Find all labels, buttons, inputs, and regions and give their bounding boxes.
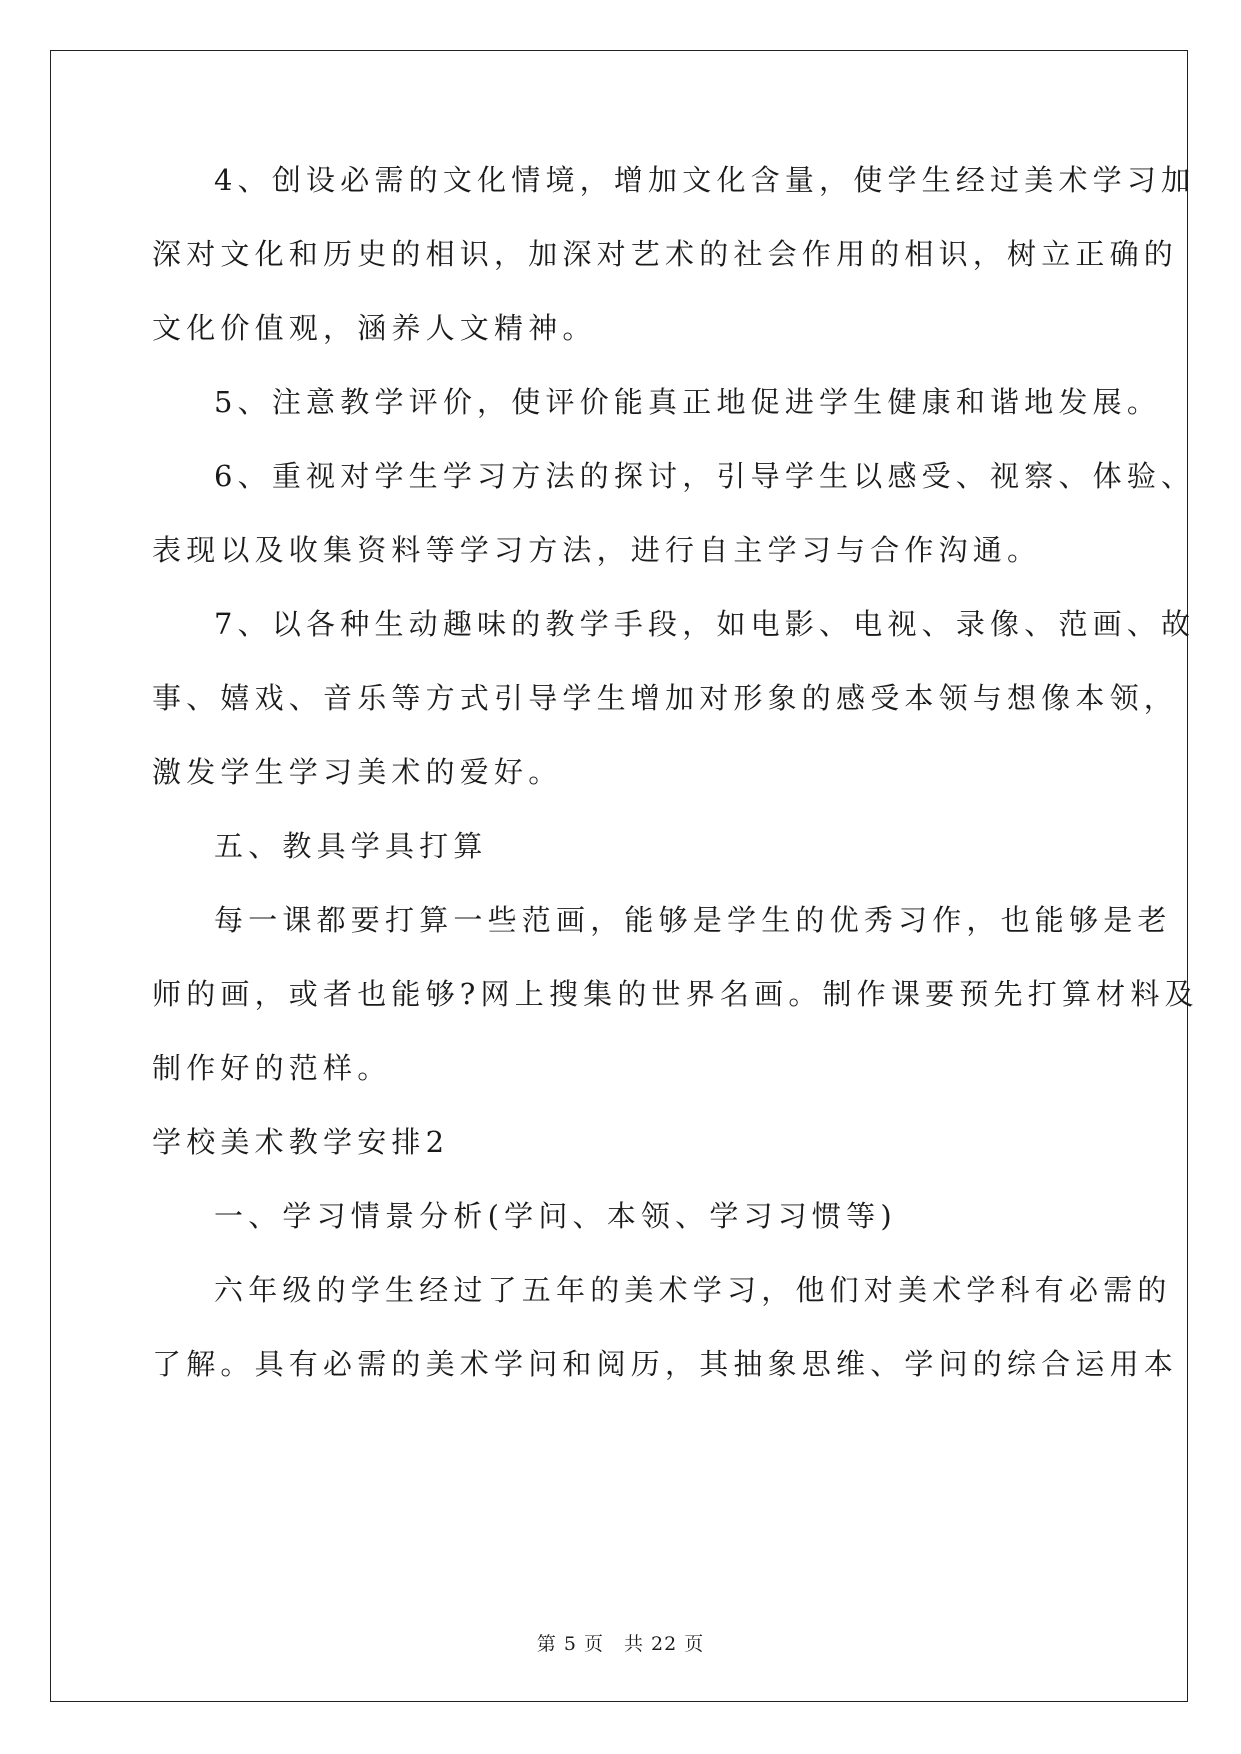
section-heading: 一、学习情景分析(学问、本领、学习习惯等)	[214, 1199, 897, 1233]
paragraph-line: 表现以及收集资料等学习方法，进行自主学习与合作沟通。	[152, 533, 1042, 567]
paragraph-line: 5、注意教学评价，使评价能真正地促进学生健康和谐地发展。	[214, 385, 1162, 419]
page-border	[50, 50, 1188, 1702]
paragraph-line: 每一课都要打算一些范画，能够是学生的优秀习作，也能够是老	[214, 903, 1172, 937]
paragraph-line: 6、重视对学生学习方法的探讨，引导学生以感受、视察、体验、	[214, 459, 1196, 493]
paragraph-line: 文化价值观，涵养人文精神。	[152, 311, 597, 345]
paragraph-line: 深对文化和历史的相识，加深对艺术的社会作用的相识，树立正确的	[152, 237, 1179, 271]
paragraph-line: 制作好的范样。	[152, 1051, 392, 1085]
section-heading: 五、教具学具打算	[214, 829, 488, 863]
paragraph-line: 师的画，或者也能够?网上搜集的世界名画。制作课要预先打算材料及	[152, 977, 1199, 1011]
page-number: 第 5 页 共 22 页	[536, 1633, 705, 1655]
paragraph-line: 了解。具有必需的美术学问和阅历，其抽象思维、学问的综合运用本	[152, 1347, 1179, 1381]
document-title: 学校美术教学安排2	[152, 1125, 450, 1159]
paragraph-line: 事、嬉戏、音乐等方式引导学生增加对形象的感受本领与想像本领，	[152, 681, 1179, 715]
paragraph-line: 六年级的学生经过了五年的美术学习，他们对美术学科有必需的	[214, 1273, 1172, 1307]
paragraph-line: 7、以各种生动趣味的教学手段，如电影、电视、录像、范画、故	[214, 607, 1196, 641]
paragraph-line: 激发学生学习美术的爱好。	[152, 755, 563, 789]
paragraph-line: 4、创设必需的文化情境，增加文化含量，使学生经过美术学习加	[214, 163, 1196, 197]
